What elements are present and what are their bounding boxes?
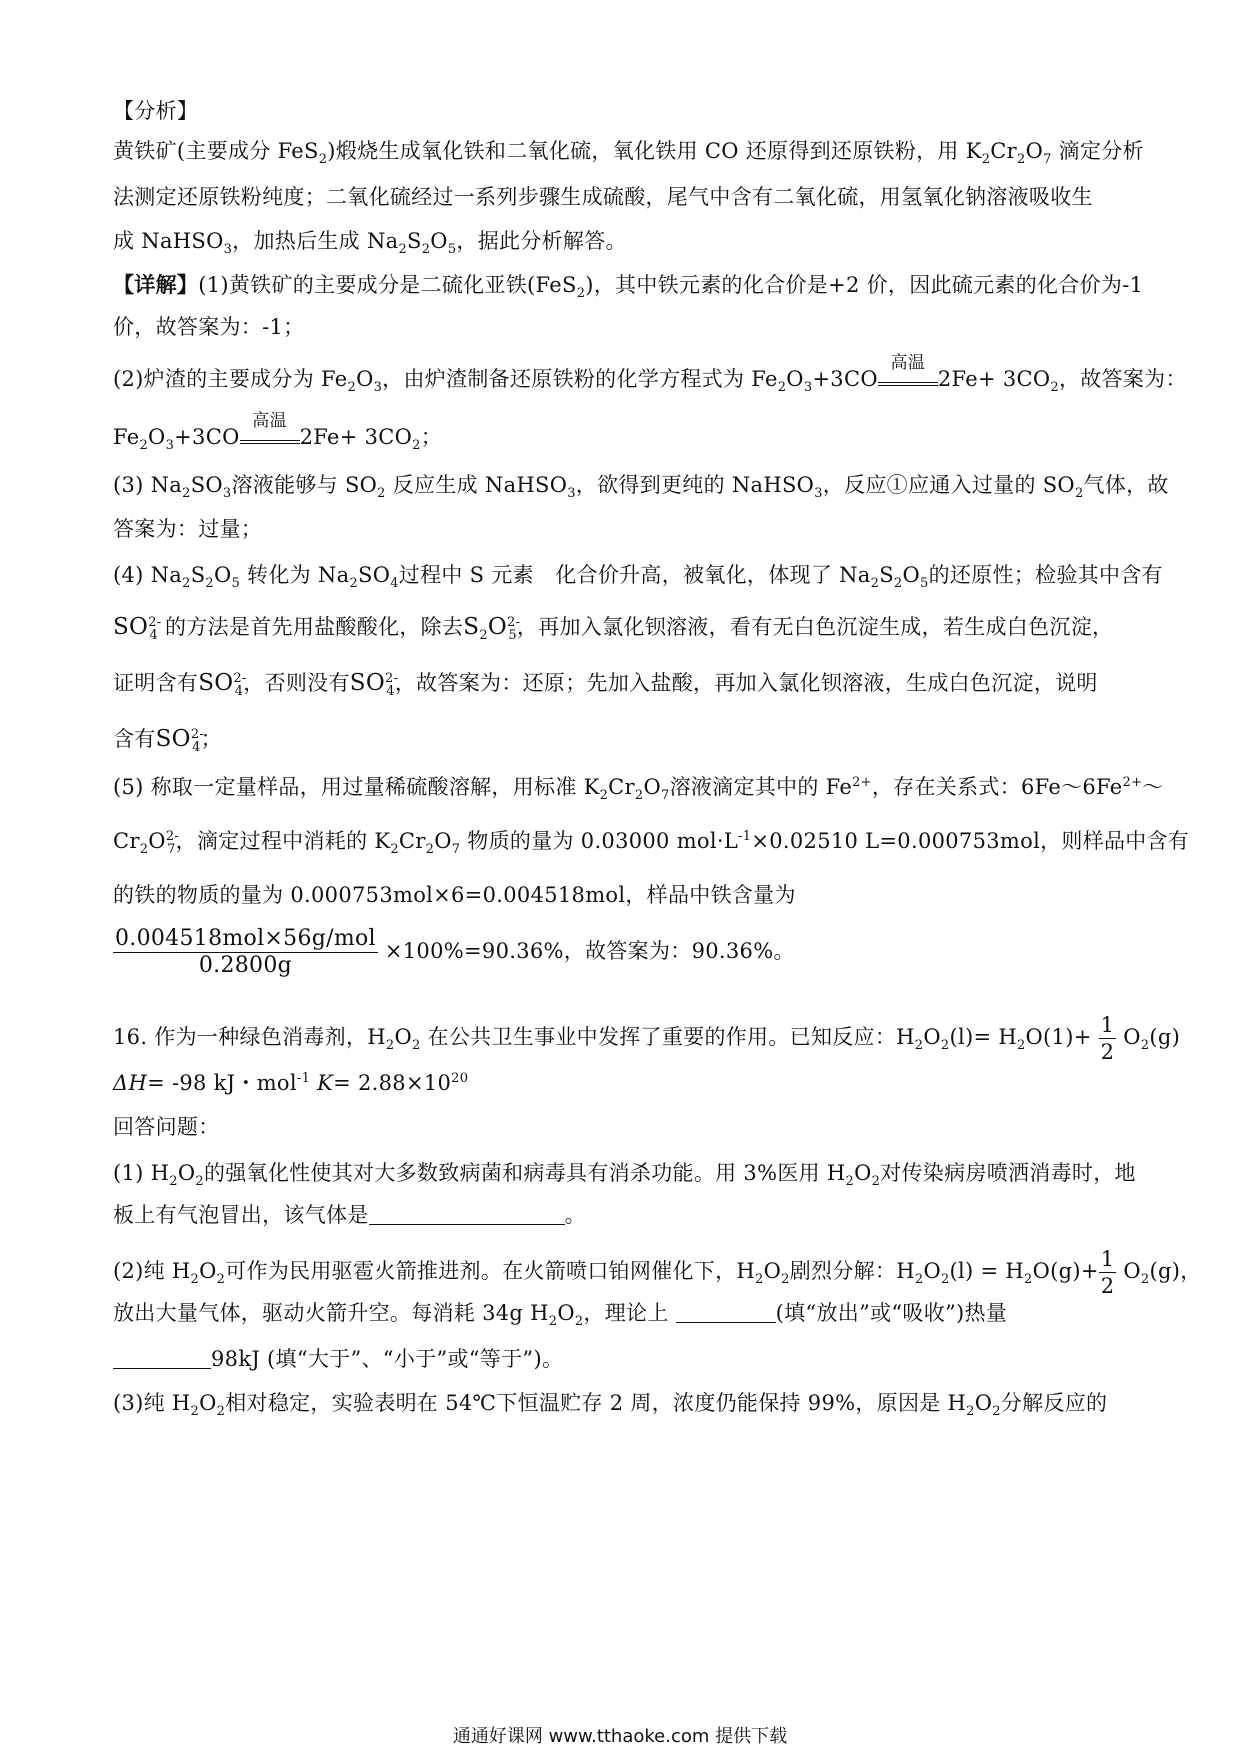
detail-q4-line-4: 含有$SO^{2-}_4$； [113,726,222,756]
half-fraction: $\frac{1}{2}$ [1100,1013,1115,1064]
detail-q5-line-1: (5) 称取一定量样品，用过量稀硫酸溶解，用标准 $K_2Cr_2O_7$溶液滴定其中的 $Fe^{2+}$，存在关系式：$6Fe\sim 6Fe^{2+}\sim$ [113,775,1164,804]
detail-q1-line-2: 价，故答案为：-1； [113,315,305,339]
problem-16-1-line-2: 板上有气泡冒出，该气体是 。 [113,1203,586,1227]
answer-prompt: 回答问题： [113,1115,220,1139]
iron-content-equation: $\frac{\text{0.004518mol×56g/mol}}{0.2800g}$ ×100%=90.36%，故答案为：90.36%。 [115,926,795,978]
answer-blank-2[interactable] [676,1302,776,1323]
detail-q3-line-1: (3) $Na_2SO_3$溶液能够与 $SO_2$ 反应生成 NaHSO$_3$，欲得到更纯的 NaHSO$_3$，反应①应通入过量的 $SO_2$气体，故 [113,473,1169,502]
half-fraction-2: $\frac{1}{2}$ [1100,1247,1115,1298]
detail-q2-line-2: $Fe_2O_3+3CO$ 高温 $2Fe+ 3CO_2$； [113,411,443,454]
problem-16-1-line-1: (1) $H_2O_2$的强氧化性使其对大多数致病菌和病毒具有消杀功能。用 3%医用 $H_2O_2$对传染病房喷洒消毒时，地 [113,1161,1136,1190]
detail-q4-line-2: $SO^{2-}_4$ 的方法是首先用盐酸酸化，除去$S_2O^{2-}_5$，再加入氯化钡溶液，看有无白色沉淀生成，若生成白色沉淀， [113,614,1114,644]
analysis-line-2: 法测定还原铁粉纯度；二氧化硫经过一系列步骤生成硫酸，尾气中含有二氧化硫，用氢氧化钠溶液吸收生 [113,185,1093,209]
detail-q5-line-2: $Cr_2O^{2-}_7$，滴定过程中消耗的 $K_2Cr_2O_7$ 物质的量为 0.03000 $mol\cdot L^{-1}\times 0.02510$ L=0.000753mol，则样品中含有 [113,829,1190,858]
problem-16-3-line-1: (3)纯 $H_2O_2$相对稳定，实验表明在 54℃下恒温贮存 2 周，浓度仍能保持 99%，原因是 $H_2O_2$分解反应的 [113,1391,1108,1420]
problem-16-2-line-3: 98kJ (填“大于”、“小于”或“等于”)。 [113,1344,1128,1374]
analysis-heading: 【分析】 [113,99,199,123]
detail-q4-line-1: (4) $Na_2S_2O_5$ 转化为 $Na_2SO_4$过程中 S 元素 化合价升高，被氧化，体现了 $Na_2S_2O_5$的还原性；检验其中含有 [113,563,1163,592]
detail-q3-line-2: 答案为：过量； [113,517,263,541]
analysis-line-1: 黄铁矿(主要成分 FeS$_2$)煅烧生成氧化铁和二氧化硫，氧化铁用 CO 还原得到还原铁粉，用 $K_2Cr_2O_7$ 滴定分析 [113,139,1144,168]
iron-content-fraction: $\frac{\text{0.004518mol×56g/mol}}{0.2800g}$ [115,926,376,978]
high-temp-condition: 高温 [878,368,938,386]
detail-q4-line-3: 证明含有$SO^{2-}_4$，否则没有$SO^{2-}_4$，故答案为：还原；先加入盐酸，再加入氯化钡溶液，生成白色沉淀，说明 [113,670,1098,700]
analysis-line-3: 成 NaHSO$_3$，加热后生成 $Na_2S_2O_5$，据此分析解答。 [113,229,627,258]
detail-q2-line-1: (2)炉渣的主要成分为 $Fe_2O_3$，由炉渣制备还原铁粉的化学方程式为 $Fe_2O_3+3CO$ 高温 $2Fe+ 3CO_2$，故答案为： [113,353,1187,396]
problem-16-line-1: 16. 作为一种绿色消毒剂，$H_2O_2$ 在公共卫生事业中发挥了重要的作用。已知反应：$H_2O_2(l)= H_2O(1)+$ $\frac{1}{2}$ $O_2(g)$ [113,1013,1181,1064]
answer-blank-3[interactable] [113,1348,211,1369]
detail-q5-line-3: 的铁的物质的量为 0.000753mol×6=0.004518mol，样品中铁含量为 [113,883,796,907]
high-temp-condition-2: 高温 [240,426,300,444]
problem-16-line-2: ΔH= -98 kJ・mol$^{-1}$ $K= 2.88\times 10^{20}$ [113,1071,469,1095]
problem-16-2-line-2: 放出大量气体，驱动火箭升空。每消耗 34g $H_2O_2$，理论上 (填“放出”或“吸收”)热量 [113,1301,1008,1330]
page-footer: 通通好课网 www.tthaoke.com 提供下载 [452,1726,788,1747]
problem-16-2-line-1: (2)纯 $H_2O_2$可作为民用驱雹火箭推进剂。在火箭喷口铂网催化下，$H_2O_2$剧烈分解：$H_2O_2(l) = H_2O(g)+$ $\frac{1}{2}$ $O_2(g)$， [113,1247,1202,1298]
detail-q1-line-1: 【详解】(1)黄铁矿的主要成分是二硫化亚铁(FeS$_2$)，其中铁元素的化合价是+2 价，因此硫元素的化合价为-1 [113,272,1144,302]
answer-blank-1[interactable] [369,1204,565,1225]
